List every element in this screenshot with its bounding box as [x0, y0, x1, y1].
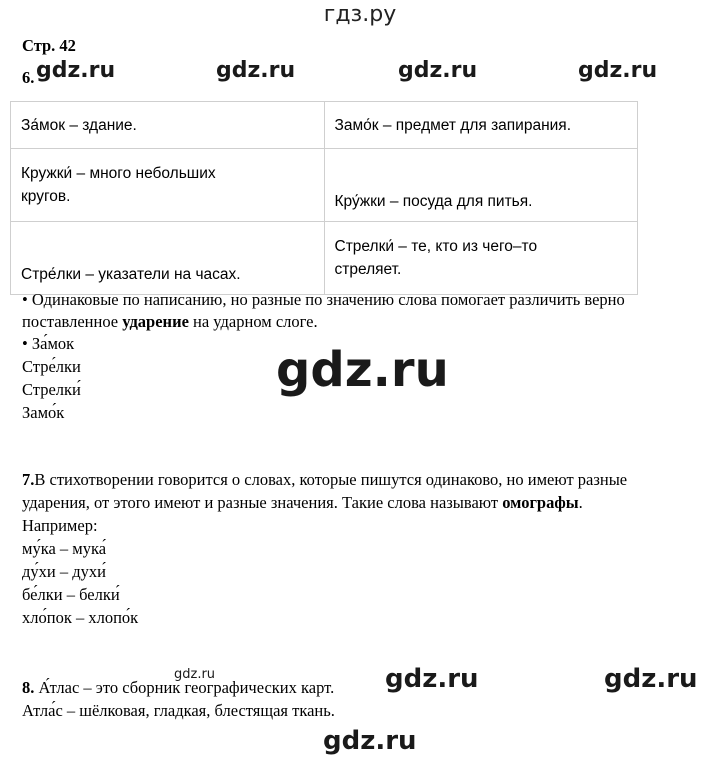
task7-text: ударения, от этого имеют и разные значения. Такие слова называют: [22, 493, 503, 512]
task8-number: 8.: [22, 678, 35, 697]
task7-text: .: [578, 493, 583, 512]
watermark: gdz.ru: [398, 58, 478, 83]
table-cell: Кру́жки – посуда для питья.: [324, 149, 638, 222]
term-omographs: омографы: [502, 493, 579, 512]
table-row: [11, 222, 638, 295]
table-cell: Стрелки́ – те, кто из чего–то стреляет.: [324, 222, 638, 295]
page-label: Стр. 42: [22, 36, 76, 55]
table-row: [11, 102, 638, 149]
note-bold-term: ударение: [122, 312, 189, 331]
word-item: Стре́лки: [22, 357, 81, 376]
example-label: Например:: [22, 516, 98, 535]
note-line-2: [22, 312, 318, 332]
site-title: гдз.ру: [323, 2, 397, 27]
word-item: Замо́к: [22, 403, 65, 422]
table-row: [11, 149, 638, 222]
watermark: gdz.ru: [36, 58, 116, 83]
watermark: gdz.ru: [276, 342, 449, 398]
watermark: gdz.ru: [604, 664, 698, 694]
pair-item: хло́пок – хлопо́к: [22, 608, 139, 627]
pair-item: бе́лки – белки́: [22, 585, 120, 604]
watermark: gdz.ru: [385, 664, 479, 694]
watermark: gdz.ru: [578, 58, 658, 83]
task7-line-1: [22, 470, 627, 490]
homograph-table: [10, 101, 638, 295]
note-text: поставленное: [22, 312, 123, 331]
task7-line-2: [22, 493, 583, 513]
table-cell: Замо́к – предмет для запирания.: [324, 102, 638, 149]
watermark: gdz.ru: [174, 667, 216, 682]
task8-line-1: [22, 678, 334, 698]
pair-item: му́ка – мука́: [22, 539, 107, 558]
note-text: на ударном слоге.: [188, 312, 318, 331]
watermark: gdz.ru: [216, 58, 296, 83]
table-cell: Стре́лки – указатели на часах.: [11, 222, 325, 295]
watermark: gdz.ru: [323, 726, 417, 756]
task6-number: 6.: [22, 68, 35, 87]
pair-item: ду́хи – духи́: [22, 562, 106, 581]
note-line-1: • Одинаковые по написанию, но разные по значению слова помогает различить верно: [22, 290, 625, 309]
task7-number: 7.: [22, 470, 35, 489]
task7-text: В стихотворении говорится о словах, которые пишутся одинаково, но имеют разные: [34, 470, 628, 489]
task8-line-2: Атла́с – шёлковая, гладкая, блестящая ткань.: [22, 701, 335, 720]
table-cell: За́мок – здание.: [11, 102, 325, 149]
word-item: Стрелки́: [22, 380, 81, 399]
task8-text: А́тлас – это сборник географических карт.: [34, 678, 335, 697]
table-cell: Кружки́ – много небольших кругов.: [11, 149, 325, 222]
word-item: • За́мок: [22, 334, 75, 353]
